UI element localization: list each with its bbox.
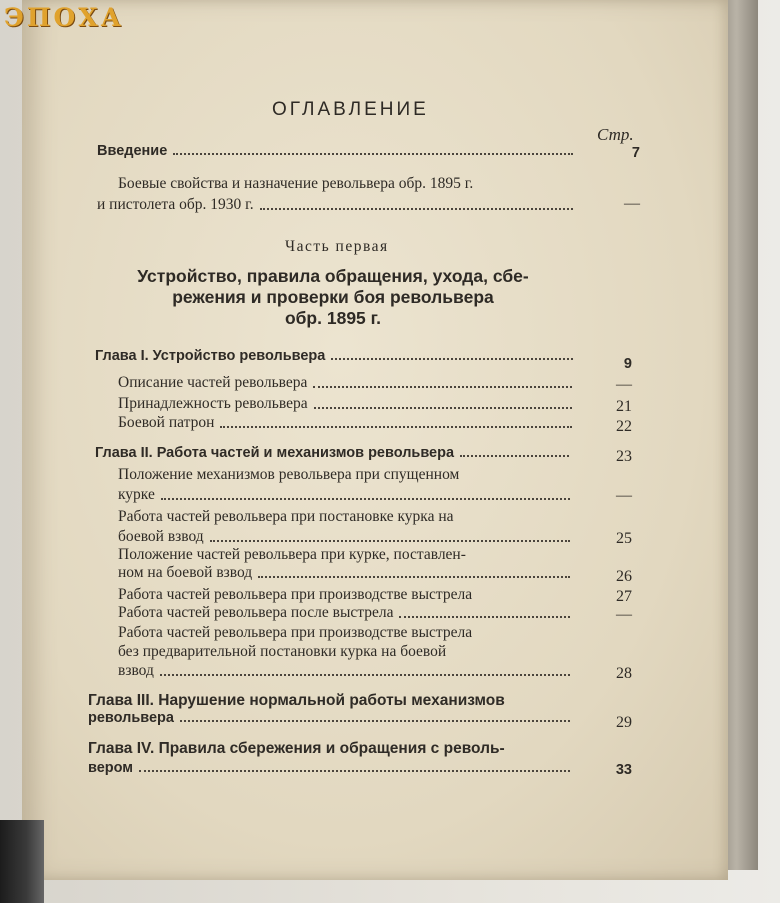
toc-entry bbox=[118, 564, 576, 582]
dot-leader bbox=[139, 770, 570, 772]
dot-leader bbox=[331, 358, 573, 360]
dot-leader bbox=[173, 153, 573, 155]
dot-leader bbox=[161, 498, 570, 500]
toc-entry-label: боевой взвод bbox=[118, 528, 204, 545]
toc-entry-label: Работа частей револьвера после выстрела bbox=[118, 604, 394, 621]
page-column-header: Стр. bbox=[597, 125, 634, 144]
toc-entry-line: Положение частей револьвера при курке, поставлен- bbox=[118, 546, 466, 563]
toc-entry-label: взвод bbox=[118, 662, 154, 679]
toc-entry bbox=[118, 486, 576, 504]
toc-entry-intro bbox=[97, 143, 579, 159]
toc-entry-page: — bbox=[624, 195, 640, 212]
toc-chapter-page: 23 bbox=[616, 448, 632, 465]
toc-entry-label: Принадлежность револьвера bbox=[118, 395, 308, 412]
toc-entry-page: — bbox=[616, 606, 632, 623]
toc-entry-page: 28 bbox=[616, 665, 632, 682]
toc-entry-line: Положение механизмов револьвера при спущенном bbox=[118, 466, 460, 483]
dot-leader bbox=[160, 674, 570, 676]
toc-entry-line: Работа частей револьвера при производстве выстрела bbox=[118, 624, 473, 641]
part-title bbox=[88, 266, 578, 329]
dot-leader bbox=[260, 208, 573, 210]
dot-leader bbox=[399, 616, 570, 618]
toc-entry-line: без предварительной постановки курка на боевой bbox=[118, 643, 447, 660]
toc-entry-label: ном на боевой взвод bbox=[118, 564, 253, 581]
toc-entry bbox=[118, 604, 576, 622]
dot-leader bbox=[258, 576, 570, 578]
toc-chapter-label: Глава I. Устройство револьвера bbox=[95, 348, 326, 364]
toc-entry-label: Описание частей револьвера bbox=[118, 374, 308, 391]
toc-chapter-label: вером bbox=[88, 760, 134, 776]
toc-entry-intro-sub bbox=[97, 196, 579, 214]
toc-entry-page: 27 bbox=[616, 588, 632, 605]
toc-entry-label: курке bbox=[118, 486, 155, 503]
toc-chapter-page: 29 bbox=[616, 714, 632, 731]
toc-entry bbox=[118, 528, 576, 546]
toc-chapter-line: Глава III. Нарушение нормальной работы механизмов bbox=[88, 692, 505, 709]
toc-chapter-3 bbox=[88, 710, 576, 726]
toc-chapter-4 bbox=[88, 760, 576, 776]
toc-entry-line: Работа частей револьвера при постановке курка на bbox=[118, 508, 454, 525]
toc-chapter-2 bbox=[95, 445, 575, 461]
toc-entry-page: 25 bbox=[616, 530, 632, 547]
toc-chapter-page: 33 bbox=[615, 762, 632, 778]
toc-entry-page: — bbox=[616, 376, 632, 393]
toc-chapter-page: 9 bbox=[623, 356, 632, 372]
dot-leader bbox=[210, 540, 570, 542]
part-title-line: режения и проверки боя револьвера bbox=[172, 287, 494, 307]
toc-entry-label: Введение bbox=[97, 143, 168, 159]
toc-chapter-1 bbox=[95, 348, 579, 364]
dot-leader bbox=[314, 407, 572, 409]
toc-entry bbox=[118, 395, 578, 413]
toc-chapter-label: Глава II. Работа частей и механизмов револьвера bbox=[95, 445, 455, 461]
part-title-line: обр. 1895 г. bbox=[284, 308, 382, 328]
toc-entry-page: 7 bbox=[631, 145, 640, 161]
toc-entry-label: Боевой патрон bbox=[118, 414, 215, 431]
dot-leader bbox=[180, 720, 570, 722]
toc-entry-page: 22 bbox=[616, 418, 632, 435]
toc-chapter-line: Глава IV. Правила сбережения и обращения с револь- bbox=[88, 740, 505, 757]
toc-entry bbox=[118, 414, 578, 432]
dot-leader bbox=[460, 455, 569, 457]
toc-title: ОГЛАВЛЕНИЕ bbox=[272, 99, 429, 120]
part-label: Часть первая bbox=[285, 238, 389, 255]
part-title-line: Устройство, правила обращения, ухода, сбе- bbox=[137, 266, 529, 286]
watermark-logo: ЭПОХА bbox=[4, 3, 125, 32]
toc-entry-page: 26 bbox=[616, 568, 632, 585]
toc-entry bbox=[118, 374, 578, 392]
dot-leader bbox=[220, 426, 572, 428]
toc-entry-page: 21 bbox=[616, 398, 632, 415]
toc-entry-page: — bbox=[616, 487, 632, 504]
toc-entry-line: Работа частей револьвера при производстве выстрела bbox=[118, 586, 473, 603]
book-spine bbox=[0, 820, 44, 903]
toc-entry-label: и пистолета обр. 1930 г. bbox=[97, 196, 254, 213]
toc-entry-line: Боевые свойства и назначение револьвера обр. 1895 г. bbox=[118, 175, 474, 192]
dot-leader bbox=[313, 386, 572, 388]
toc-chapter-label: револьвера bbox=[88, 710, 174, 726]
toc-entry bbox=[118, 662, 576, 680]
